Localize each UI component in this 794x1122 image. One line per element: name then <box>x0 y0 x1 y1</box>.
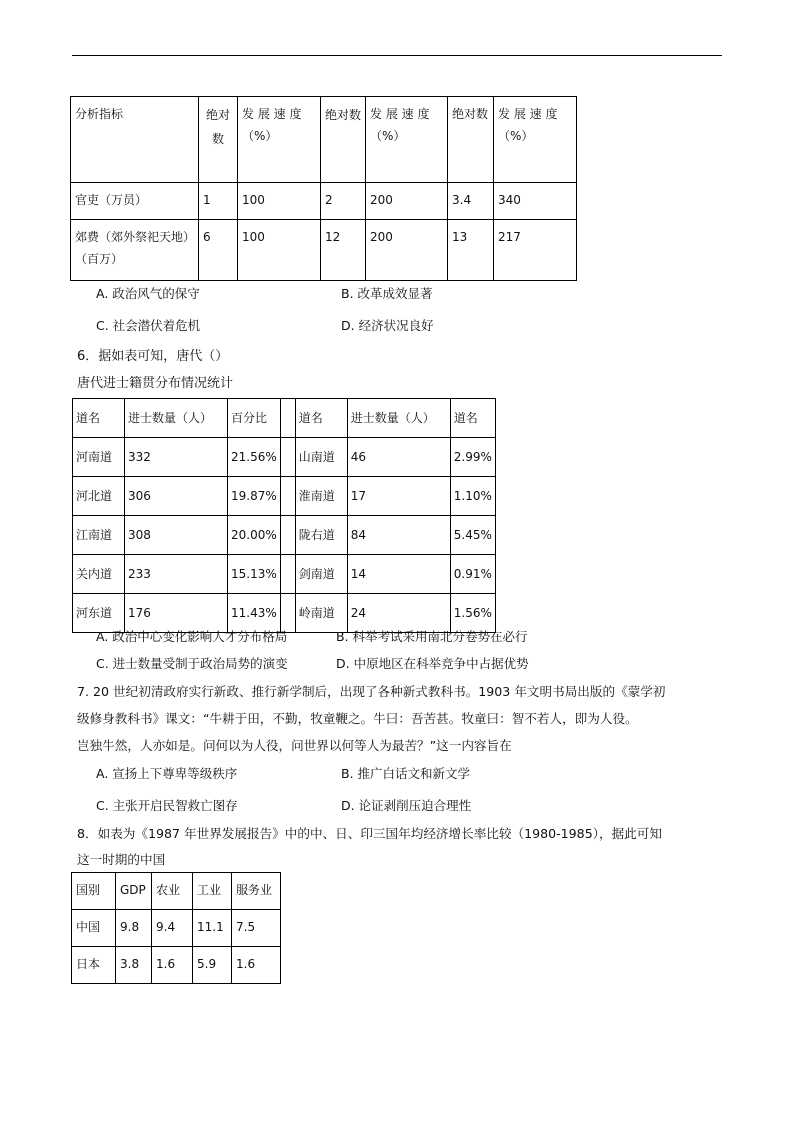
table-row <box>73 516 496 555</box>
q8-line-2: 这一时期的中国 <box>77 852 166 867</box>
table-cell: 2 <box>321 183 366 220</box>
header-cell: 发 展 速 度（%） <box>366 97 448 183</box>
table-header-row <box>72 873 281 910</box>
table-row <box>73 477 496 516</box>
table-cell: 84 <box>347 516 450 555</box>
table-cell: 19.87% <box>228 477 281 516</box>
header-cell: 工业 <box>193 873 232 910</box>
table-cell: 山南道 <box>295 438 347 477</box>
header-cell <box>280 399 295 438</box>
table-cell: 岭南道 <box>295 594 347 633</box>
table-cell <box>280 555 295 594</box>
table-cell: 11.43% <box>228 594 281 633</box>
table-cell: 河东道 <box>73 594 125 633</box>
header-cell: 农业 <box>152 873 193 910</box>
table-cell: 5.9 <box>193 947 232 984</box>
q5-option-d: D. 经济状况良好 <box>341 318 434 333</box>
q6-option-a: A. 政治中心变化影响人才分布格局 <box>96 629 288 644</box>
header-cell: 分析指标 <box>71 97 199 183</box>
table-row <box>71 183 577 220</box>
table-cell: 2.99% <box>450 438 495 477</box>
header-cell: 进士数量（人） <box>347 399 450 438</box>
table-cell <box>280 438 295 477</box>
table-cell: 郊费（郊外祭祀天地）（百万） <box>71 220 199 281</box>
table-cell: 官吏（万员） <box>71 183 199 220</box>
q6-option-d: D. 中原地区在科举竞争中占据优势 <box>336 656 529 671</box>
table-row <box>73 555 496 594</box>
header-cell: 道名 <box>73 399 125 438</box>
table-cell: 24 <box>347 594 450 633</box>
header-cell: 服务业 <box>232 873 281 910</box>
table-cell: 233 <box>125 555 228 594</box>
table-cell: 陇右道 <box>295 516 347 555</box>
table-cell: 100 <box>238 220 321 281</box>
table-cell: 河北道 <box>73 477 125 516</box>
table-cell: 7.5 <box>232 910 281 947</box>
header-cell: 道名 <box>295 399 347 438</box>
table-cell: 中国 <box>72 910 116 947</box>
table-cell: 15.13% <box>228 555 281 594</box>
jinshi-table <box>72 398 496 633</box>
table-cell: 100 <box>238 183 321 220</box>
table-cell: 1.56% <box>450 594 495 633</box>
table-row <box>73 438 496 477</box>
table-cell: 21.56% <box>228 438 281 477</box>
table-cell: 332 <box>125 438 228 477</box>
table-cell: 17 <box>347 477 450 516</box>
table-cell: 河南道 <box>73 438 125 477</box>
table-cell: 11.1 <box>193 910 232 947</box>
q5-option-b: B. 改革成效显著 <box>341 286 433 301</box>
table-cell: 1.6 <box>152 947 193 984</box>
q7-line-1: 7. 20 世纪初清政府实行新政、推行新学制后，出现了各种新式教科书。1903 年文明书局出版的《蒙学初 <box>77 684 666 699</box>
q6-option-c: C. 进士数量受制于政治局势的演变 <box>96 656 288 671</box>
table-cell: 9.8 <box>116 910 152 947</box>
table-cell: 20.00% <box>228 516 281 555</box>
table-cell: 12 <box>321 220 366 281</box>
header-cell: 绝对数 <box>448 97 494 183</box>
header-cell: 绝对数 <box>321 97 366 183</box>
table-header-row <box>71 97 577 183</box>
header-cell: 发 展 速 度（%） <box>238 97 321 183</box>
table-cell: 0.91% <box>450 555 495 594</box>
q8-line-1: 8．如表为《1987 年世界发展报告》中的中、日、印三国年均经济增长率比较（1980-1985），据此可知 <box>77 826 662 841</box>
q7-option-b: B. 推广白话文和新文学 <box>341 766 471 781</box>
table-cell: 江南道 <box>73 516 125 555</box>
table-cell: 3.4 <box>448 183 494 220</box>
table-cell: 176 <box>125 594 228 633</box>
table-cell: 关内道 <box>73 555 125 594</box>
table-header-row <box>73 399 496 438</box>
table-cell: 淮南道 <box>295 477 347 516</box>
table-cell: 200 <box>366 220 448 281</box>
q7-line-2: 级修身教科书》课文：“牛耕于田，不勤，牧童鞭之。牛曰：吾苦甚。牧童曰：智不若人，即为人役。 <box>77 711 638 726</box>
table-cell: 14 <box>347 555 450 594</box>
header-cell: GDP <box>116 873 152 910</box>
table-cell: 日本 <box>72 947 116 984</box>
growth-table <box>71 872 281 984</box>
q7-option-d: D. 论证剥削压迫合理性 <box>341 798 472 813</box>
table-cell: 306 <box>125 477 228 516</box>
header-cell: 道名 <box>450 399 495 438</box>
table-cell <box>280 516 295 555</box>
table-cell: 13 <box>448 220 494 281</box>
table-cell: 3.8 <box>116 947 152 984</box>
table-row <box>71 220 577 281</box>
table-row <box>72 947 281 984</box>
table-cell: 340 <box>494 183 577 220</box>
table-cell <box>280 477 295 516</box>
table-cell: 200 <box>366 183 448 220</box>
q7-option-a: A. 宣扬上下尊卑等级秩序 <box>96 766 238 781</box>
table-cell: 9.4 <box>152 910 193 947</box>
table-cell: 6 <box>199 220 238 281</box>
q6-stem: 6．据如表可知，唐代（） <box>77 349 229 364</box>
header-cell: 国别 <box>72 873 116 910</box>
table-row <box>72 910 281 947</box>
q7-line-3: 岂独牛然，人亦如是。问何以为人役，问世界以何等人为最苦？”这一内容旨在 <box>77 738 512 753</box>
indicator-table <box>70 96 577 281</box>
q6-option-b: B. 科举考试采用南北分卷势在必行 <box>336 629 528 644</box>
table-cell: 308 <box>125 516 228 555</box>
table-cell: 46 <box>347 438 450 477</box>
q5-option-c: C. 社会潜伏着危机 <box>96 318 201 333</box>
header-cell: 百分比 <box>228 399 281 438</box>
q5-option-a: A. 政治风气的保守 <box>96 286 200 301</box>
table-cell: 1 <box>199 183 238 220</box>
table-cell: 剑南道 <box>295 555 347 594</box>
table-cell: 1.10% <box>450 477 495 516</box>
header-cell: 绝对数 <box>199 97 238 183</box>
header-rule <box>72 55 722 56</box>
table-cell: 5.45% <box>450 516 495 555</box>
table-cell: 1.6 <box>232 947 281 984</box>
table-cell: 217 <box>494 220 577 281</box>
q6-caption: 唐代进士籍贯分布情况统计 <box>77 376 234 391</box>
header-cell: 进士数量（人） <box>125 399 228 438</box>
header-cell: 发 展 速 度（%） <box>494 97 577 183</box>
q7-option-c: C. 主张开启民智救亡图存 <box>96 798 238 813</box>
